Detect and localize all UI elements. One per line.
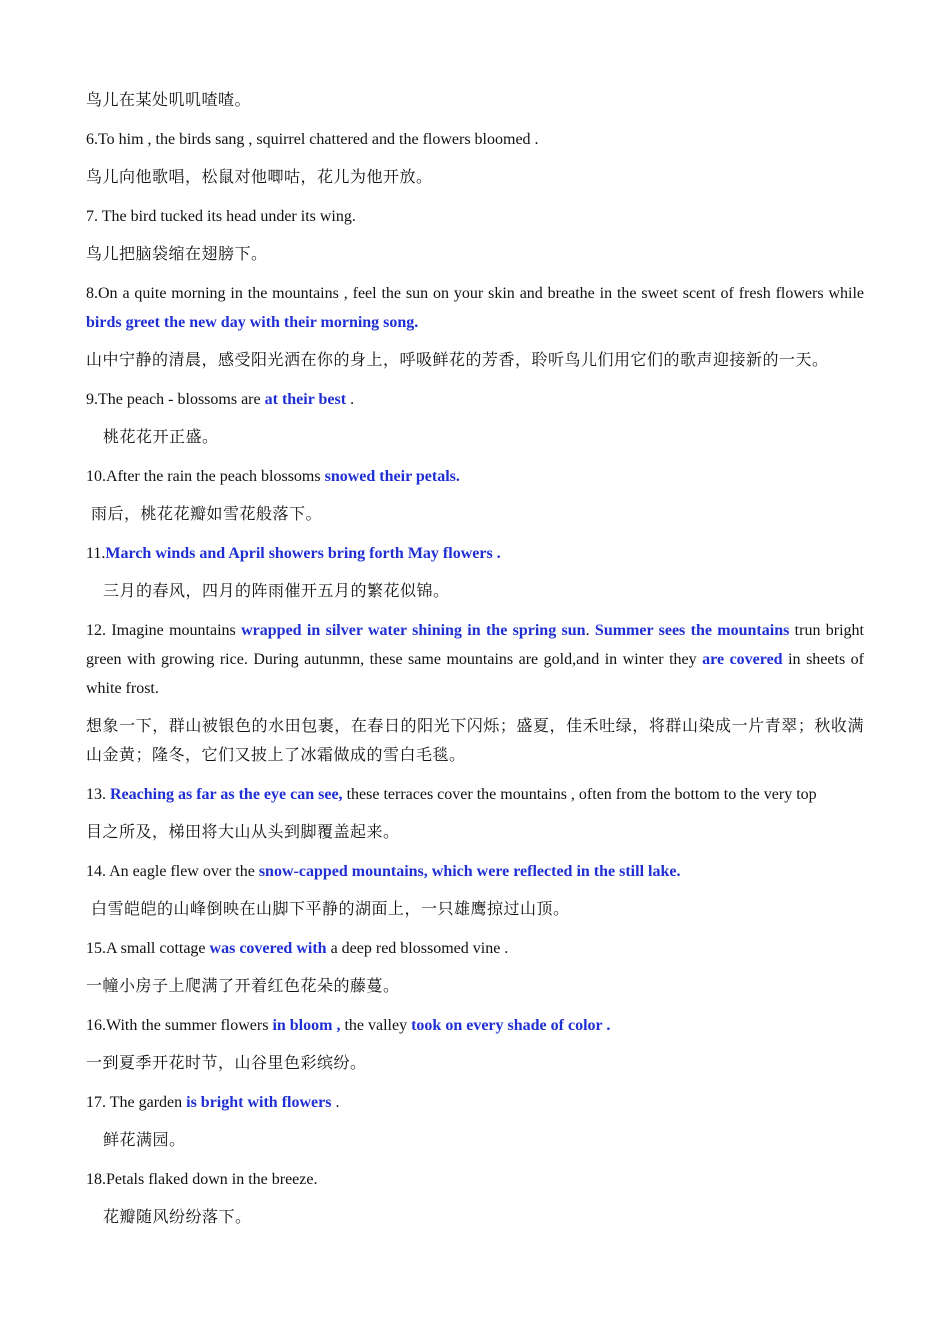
line-text: 12. Imagine mountains <box>86 621 242 639</box>
line-text: in sheets of white frost. <box>86 650 865 697</box>
line-text: 想象一下，群山被银色的水田包裹，在春日的阳光下闪烁；盛夏，佳禾吐绿，将群山染成一片青翠；秋收满山金黄；隆冬，它们又披上了冰霜做成的雪白毛毯。 <box>86 718 864 764</box>
translation-line <box>86 86 864 115</box>
sentence-13 <box>86 780 864 809</box>
line-text: 14. An eagle flew over the <box>86 862 259 880</box>
sentence-6 <box>86 125 864 154</box>
line-text: 9.The peach - blossoms are <box>86 390 265 408</box>
line-text: 雨后，桃花花瓣如雪花般落下。 <box>91 506 323 523</box>
line-text: 一幢小房子上爬满了开着红色花朵的藤蔓。 <box>86 978 400 995</box>
line-text: 鸟儿在某处叽叽喳喳。 <box>86 92 252 109</box>
line-text: 8.On a quite morning in the mountains , feel the sun on your skin and breathe in the sweet scent of fresh flowers while <box>86 284 864 302</box>
translation-13 <box>86 818 864 847</box>
translation-18 <box>86 1203 864 1232</box>
translation-6 <box>86 163 864 192</box>
translation-15 <box>86 972 864 1001</box>
line-text: these terraces cover the mountains , often from the bottom to the very top <box>342 785 817 803</box>
translation-7 <box>86 240 864 269</box>
line-text: 7. The bird tucked its head under its wing. <box>86 207 356 225</box>
sentence-14 <box>86 857 864 886</box>
sentence-15 <box>86 934 864 963</box>
line-text: 16.With the summer flowers <box>86 1016 273 1034</box>
sentence-10 <box>86 462 864 491</box>
sentence-16 <box>86 1011 864 1040</box>
sentence-8 <box>86 279 864 337</box>
highlighted-phrase: at their best <box>264 390 347 408</box>
highlighted-phrase: wrapped in silver water shining in the spring sun <box>241 621 586 639</box>
highlighted-phrase: is bright with flowers <box>186 1093 332 1111</box>
highlighted-phrase: Summer sees the mountains <box>594 621 790 639</box>
highlighted-phrase: was covered with <box>209 939 327 957</box>
highlighted-punct: , <box>332 1016 345 1034</box>
line-text: the valley <box>344 1016 412 1034</box>
highlighted-phrase: snowed their petals. <box>324 467 460 485</box>
highlighted-phrase: birds greet the new day with their morning song. <box>86 313 419 331</box>
line-text: 鸟儿把脑袋缩在翅膀下。 <box>86 246 268 263</box>
line-text: 13. <box>86 785 110 803</box>
translation-12 <box>86 712 864 770</box>
line-text: 18.Petals flaked down in the breeze. <box>86 1170 318 1188</box>
translation-11 <box>86 577 864 606</box>
line-text: 白雪皑皑的山峰倒映在山脚下平静的湖面上，一只雄鹰掠过山顶。 <box>91 901 570 918</box>
line-text: 目之所及，梯田将大山从头到脚覆盖起来。 <box>86 824 400 841</box>
line-text: 花瓣随风纷纷落下。 <box>103 1209 252 1226</box>
line-text: a deep red blossomed vine . <box>326 939 509 957</box>
translation-14 <box>86 895 864 924</box>
highlighted-phrase: in bloom <box>272 1016 333 1034</box>
line-text: . <box>346 390 355 408</box>
line-text: 一到夏季开花时节，山谷里色彩缤纷。 <box>86 1055 367 1072</box>
highlighted-phrase: March winds and April showers bring forth May flowers . <box>105 544 501 562</box>
document-page <box>86 86 864 1242</box>
translation-10 <box>86 500 864 529</box>
translation-17 <box>86 1126 864 1155</box>
line-text: 三月的春风，四月的阵雨催开五月的繁花似锦。 <box>103 583 450 600</box>
line-text: 17. The garden <box>86 1093 187 1111</box>
sentence-7 <box>86 202 864 231</box>
line-text: 6.To him , the birds sang , squirrel chattered and the flowers bloomed . <box>86 130 539 148</box>
sentence-9 <box>86 385 864 414</box>
line-text: 11. <box>86 544 106 562</box>
line-text: . <box>585 621 595 639</box>
line-text: trun bright green with growing rice. During autunmn, these same mountains are gold,and in winter they <box>86 621 865 668</box>
line-text: 桃花花开正盛。 <box>103 429 219 446</box>
line-text: 15.A small cottage <box>86 939 210 957</box>
translation-8 <box>86 346 864 375</box>
line-text: 山中宁静的清晨，感受阳光洒在你的身上，呼吸鲜花的芳香，聆听鸟儿们用它们的歌声迎接新的一天。 <box>86 352 829 369</box>
line-text: 鲜花满园。 <box>103 1132 186 1149</box>
highlighted-phrase: snow-capped mountains, which were reflected in the still lake. <box>258 862 681 880</box>
highlighted-phrase: are covered <box>702 650 783 668</box>
sentence-18 <box>86 1165 864 1194</box>
highlighted-phrase: took on every shade of color . <box>411 1016 611 1034</box>
line-text: 鸟儿向他歌唱，松鼠对他唧咕，花儿为他开放。 <box>86 169 433 186</box>
translation-9 <box>86 423 864 452</box>
sentence-12 <box>86 616 864 703</box>
line-text: . <box>331 1093 340 1111</box>
translation-16 <box>86 1049 864 1078</box>
highlighted-phrase: Reaching as far as the eye can see, <box>110 785 343 803</box>
line-text: 10.After the rain the peach blossoms <box>86 467 325 485</box>
sentence-17 <box>86 1088 864 1117</box>
sentence-11 <box>86 539 864 568</box>
